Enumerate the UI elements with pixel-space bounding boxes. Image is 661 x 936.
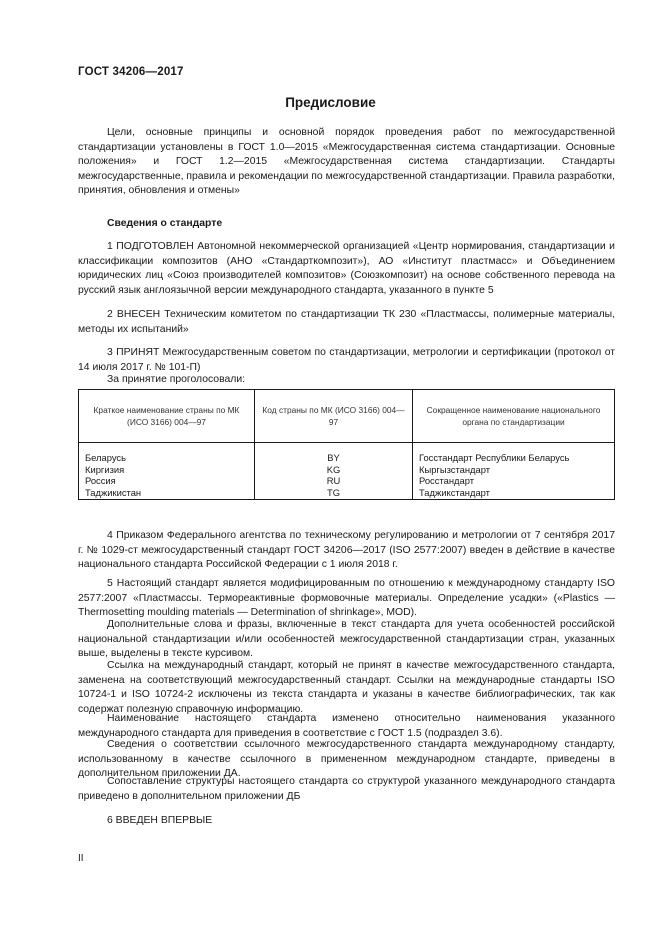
table-header-country: Краткое наименование страны по МК (ИСО 3166) 004—97 (79, 390, 255, 443)
section-title: Сведения о стандарте (107, 218, 223, 229)
item-5-paragraph: 5 Настоящий стандарт является модифицированным по отношению к международному стандарту ISO 2577:2007 «Пластмассы. Термореактивные формовочные материалы. Определение усадки» («Plastics — Thermosetting moulding materials — Determination of shrinkage», MOD). (78, 578, 615, 619)
item-5-name-change: Наименование настоящего стандарта изменено относительно наименования указанного международного стандарта для приведения в соответствие с ГОСТ 1.5 (подраздел 3.6). (78, 713, 615, 739)
table-cell-countries (79, 443, 255, 500)
table-cell-country: Россия (85, 475, 116, 486)
table-cell-org: Росстандарт (419, 475, 474, 486)
table-cell-code: KG (326, 463, 341, 475)
item-4-paragraph: 4 Приказом Федерального агентства по техническому регулированию и метрологии от 7 сентября 2017 г. № 1029-ст межгосударственный стандарт ГОСТ 34206—2017 (ISO 2577:2007) введен в действие в качестве национального стандарта Российской Федерации с 1 июля 2018 г. (78, 530, 615, 571)
item-5-additional-words: Дополнительные слова и фразы, включенные в текст стандарта для учета особенностей российской национальной стандартизации и/или особенностей межгосударственной стандартизации стран, указанных выше, выделены в тексте курсивом. (78, 619, 615, 660)
item-5-references: Ссылка на международный стандарт, который не принят в качестве межгосударственного стандарта, заменена на соответствующий межгосударственный стандарт. Ссылки на международные стандарты ISO 10724-1 и ISO 10724-2 исключены из текста стандарта и указаны в качестве библиографических, так как содержат полезную справочную информацию. (78, 660, 615, 715)
voting-table (78, 389, 615, 500)
table-cell-org: Таджикстандарт (419, 486, 490, 498)
table-header-row (79, 390, 615, 443)
table-row (79, 443, 615, 500)
table-cell-country: Киргизия (85, 463, 125, 475)
page-number: II (78, 853, 84, 864)
table-cell-orgs (413, 443, 615, 500)
item-5-structure-comparison: Сопоставление структуры настоящего стандарта со структурой указанного международного стандарта приведено в дополнительном приложении ДБ (78, 776, 615, 802)
item-3-paragraph: 3 ПРИНЯТ Межгосударственным советом по стандартизации, метрологии и сертификации (протокол от 14 июля 2017 г. № 101-П) (78, 347, 615, 373)
standard-code: ГОСТ 34206—2017 (78, 66, 184, 78)
table-header-code: Код страны по МК (ИСО 3166) 004—97 (255, 390, 413, 443)
item-1-paragraph: 1 ПОДГОТОВЛЕН Автономной некоммерческой организацией «Центр нормирования, стандартизации и классификации композитов (АНО «Стандарткомпозит»), АО «Институт пластмасс» и Объединением юридических лиц «Союз производителей композитов» (Союзкомпозит) на основе собственного перевода на русский язык англоязычной версии международного стандарта, указанного в пункте 5 (78, 241, 615, 296)
intro-paragraph: Цели, основные принципы и основной порядок проведения работ по межгосударственной стандартизации установлены в ГОСТ 1.0—2015 «Межгосударственная система стандартизации. Основные положения» и ГОСТ 1.2—2015 «Межгосударственная система стандартизации. Стандарты межгосударственные, правила и рекомендации по межгосударственной стандартизации. Правила разработки, принятия, обновления и отмены» (78, 127, 615, 197)
table-header-org: Сокращенное наименование национального органа по стандартизации (413, 390, 615, 443)
table-cell-country: Беларусь (85, 452, 127, 463)
item-3-voted-line: За принятие проголосовали: (107, 374, 246, 385)
item-6-paragraph: 6 ВВЕДЕН ВПЕРВЫЕ (107, 815, 213, 826)
page-title: Предисловие (285, 95, 376, 110)
item-5-correspondence: Сведения о соответствии ссылочного межгосударственного стандарта международному стандарту, использованному в качестве ссылочного в примененном международном стандарте, приведены в дополнительном приложении ДА. (78, 739, 615, 780)
table-cell-code: TG (326, 486, 341, 498)
table-cell-org: Госстандарт Республики Беларусь (419, 452, 570, 463)
table-cell-country: Таджикистан (85, 486, 142, 498)
table-cell-org: Кыргызстандарт (419, 463, 491, 475)
item-2-paragraph: 2 ВНЕСЕН Техническим комитетом по стандартизации ТК 230 «Пластмассы, полимерные материалы, методы их испытаний» (78, 309, 615, 335)
table-cell-code: RU (326, 475, 341, 486)
table-cell-code: BY (327, 452, 340, 463)
table-cell-codes (255, 443, 413, 500)
